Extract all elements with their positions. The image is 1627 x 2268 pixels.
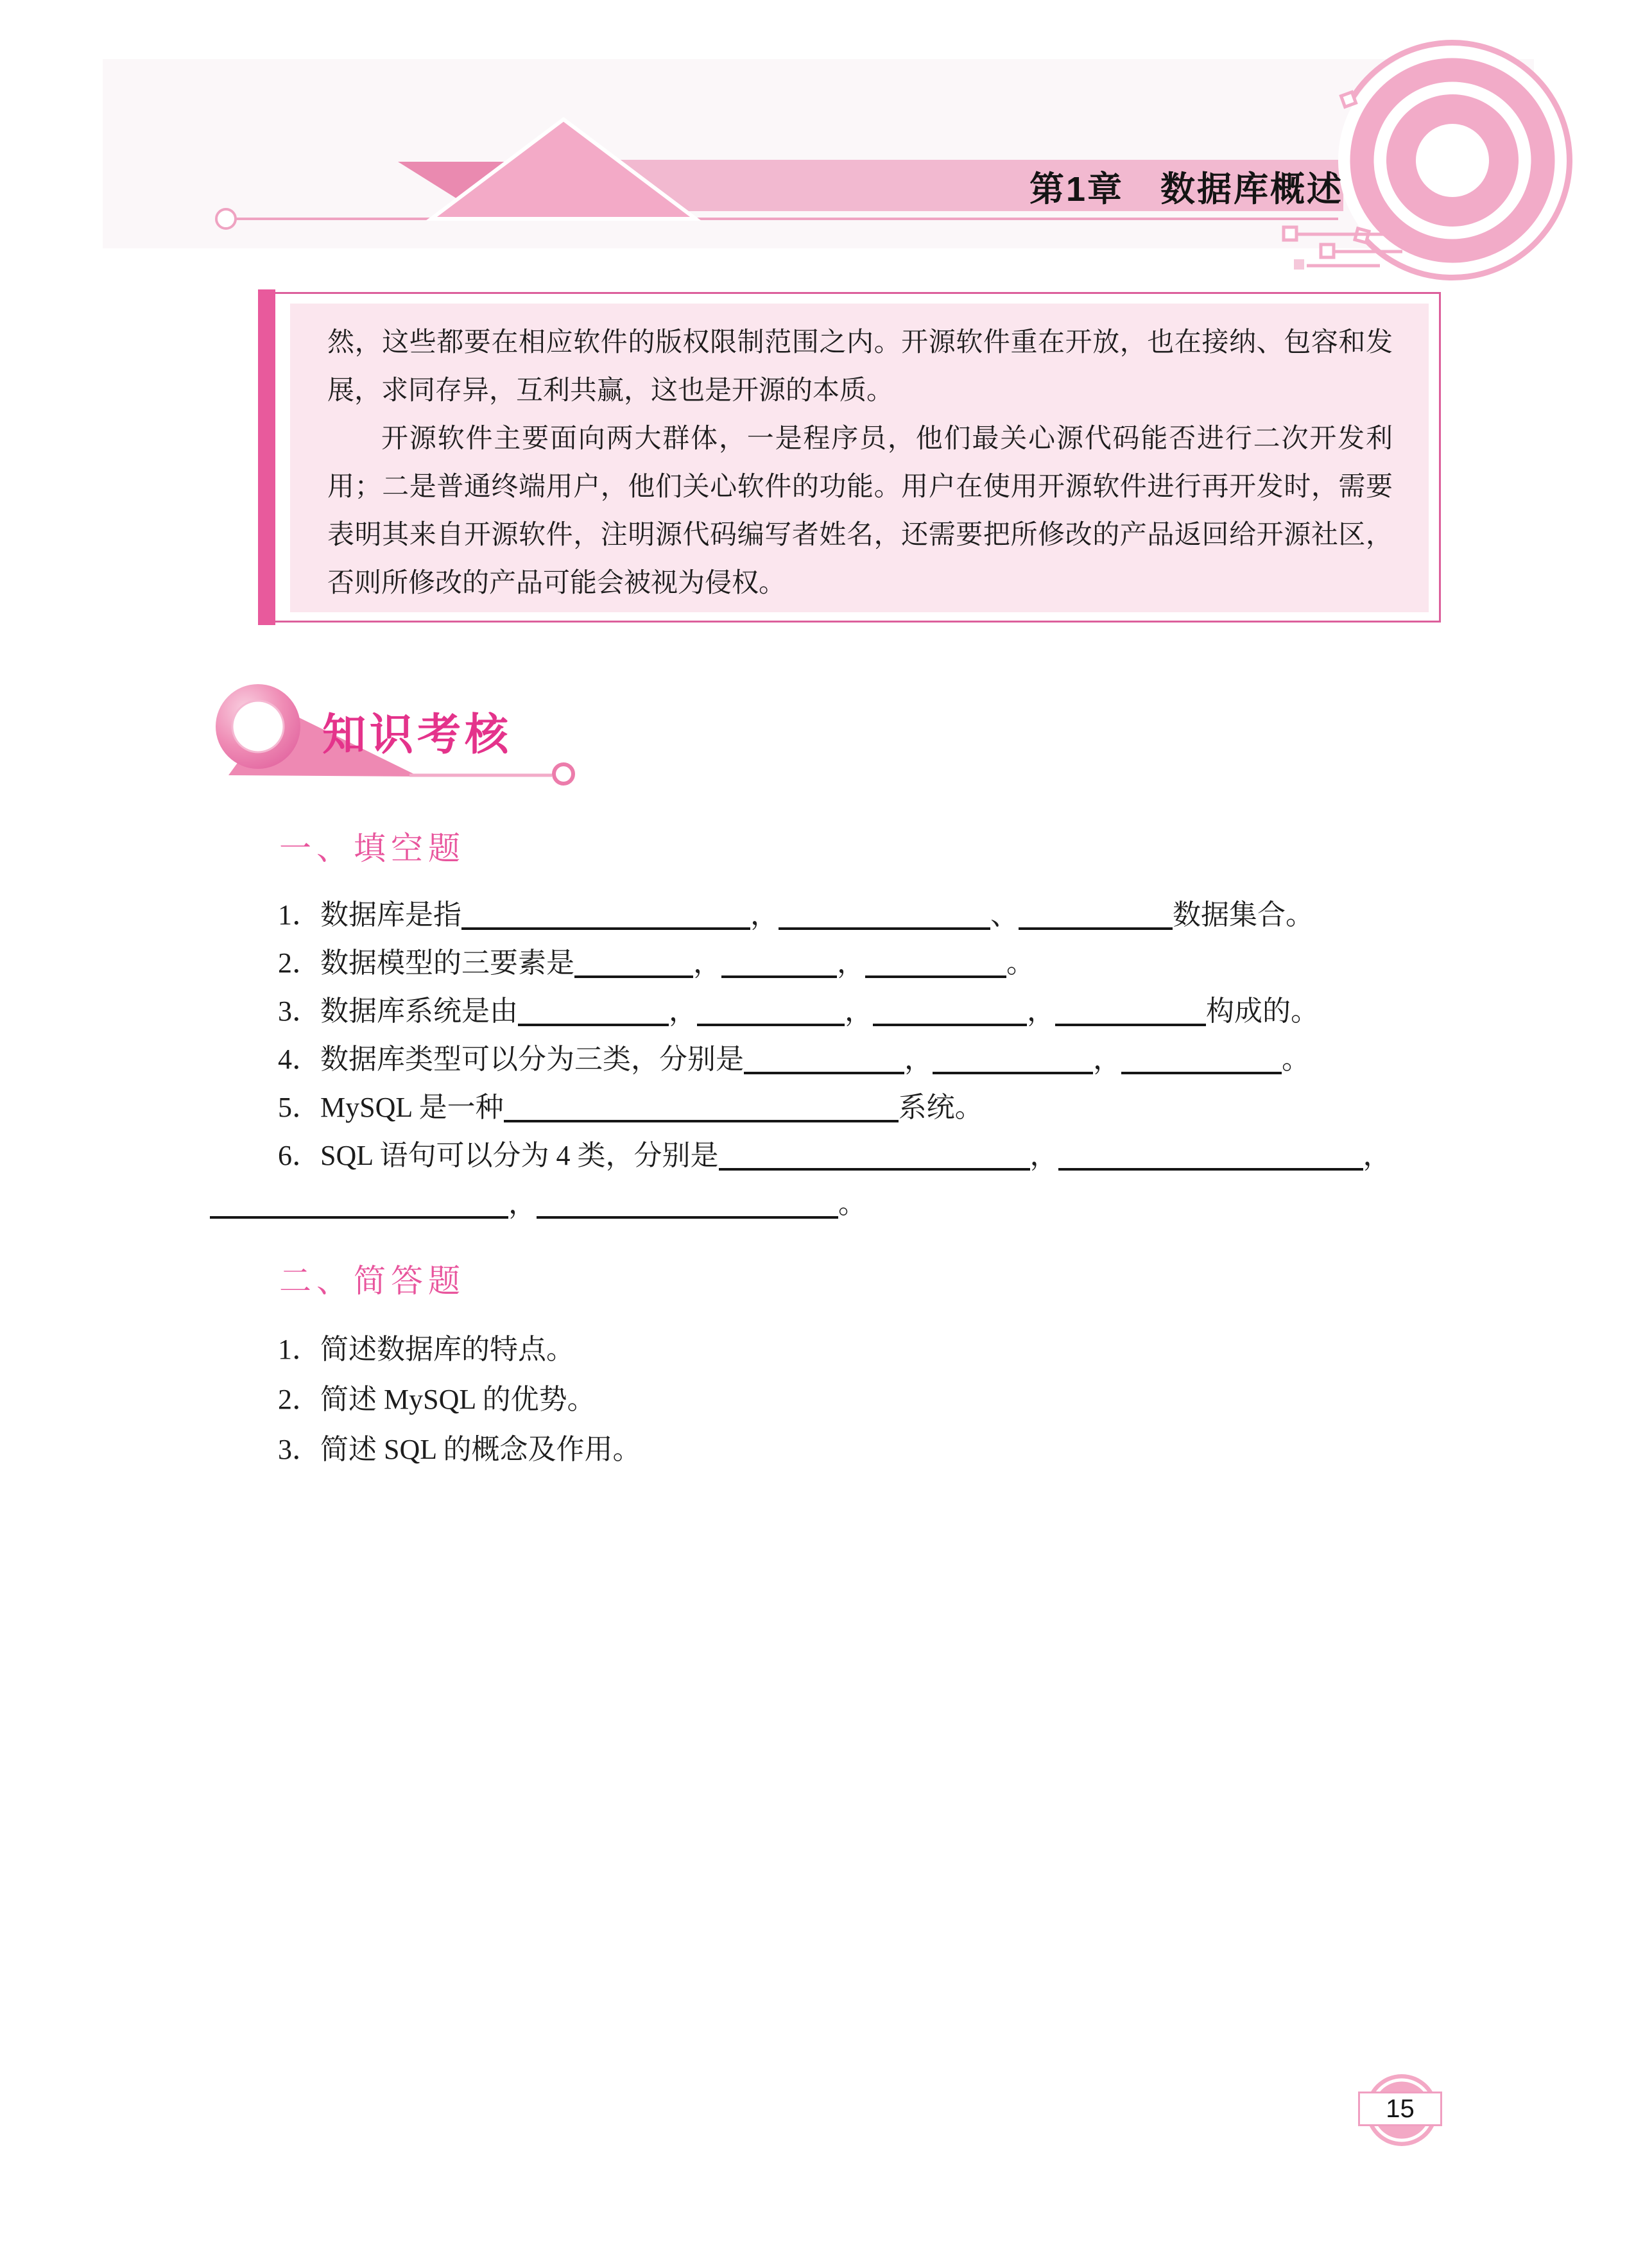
blank-line [873, 995, 1027, 1026]
question-row [209, 1083, 1441, 1131]
question-text: 构成的。 [1206, 995, 1319, 1027]
question-text: 5．MySQL 是一种 [278, 1092, 504, 1123]
short-answer-row: 1．简述数据库的特点。 [278, 1334, 574, 1365]
question-row [209, 891, 1441, 939]
question-text: 数据集合。 [1173, 899, 1314, 931]
blank-line [504, 1092, 899, 1122]
blank-line [1058, 1140, 1363, 1171]
blank-line [744, 1044, 904, 1074]
blank-line [719, 1140, 1030, 1171]
question-row [209, 1035, 1441, 1083]
question-text: 系统。 [898, 1092, 983, 1123]
fill-blank-list [209, 891, 1441, 1228]
blank-line [779, 899, 990, 930]
question-text: ， [669, 995, 697, 1027]
badge-ring-icon [216, 684, 300, 769]
question-text: ， [693, 947, 721, 979]
question-text: 1．数据库是指 [278, 899, 461, 931]
chapter-title: 第1章 数据库概述 [1029, 170, 1343, 209]
question-text: ， [837, 947, 865, 979]
fill-blank-heading: 一、填空题 [279, 830, 465, 866]
question-text: ， [904, 1044, 933, 1075]
question-text: ， [1029, 1140, 1058, 1171]
question-text: ， [508, 1188, 537, 1219]
callout-left-bar [258, 289, 275, 625]
question-text: 。 [838, 1188, 866, 1219]
short-answer-list [278, 1325, 1433, 1475]
question-text: ， [845, 995, 873, 1027]
question-text: 4．数据库类型可以分为三类，分别是 [278, 1044, 744, 1075]
blank-line [1055, 995, 1206, 1026]
blank-line [537, 1188, 838, 1219]
knowledge-badge-title: 知识考核 [322, 710, 513, 759]
blank-line [518, 995, 669, 1026]
badge-end-ring-icon [554, 764, 573, 784]
blank-line [461, 899, 750, 930]
question-text: 6．SQL 语句可以分为 4 类，分别是 [278, 1140, 719, 1171]
question-row [209, 1131, 1441, 1180]
chapter-header-decoration [0, 0, 1627, 282]
page-number: 15 [1358, 2092, 1442, 2126]
question-text: 。 [1282, 1044, 1310, 1075]
blank-line [697, 995, 845, 1026]
short-answer-row: 3．简述 SQL 的概念及作用。 [278, 1434, 641, 1465]
question-text: ， [1093, 1044, 1121, 1075]
blank-line [721, 947, 837, 978]
question-text: 2．数据模型的三要素是 [278, 947, 574, 979]
question-text: ， [750, 899, 779, 931]
question-row [209, 987, 1441, 1035]
blank-line [933, 1044, 1093, 1074]
blank-line [1019, 899, 1173, 930]
question-text: ， [1027, 995, 1055, 1027]
question-text: 、 [990, 899, 1019, 931]
question-row [209, 1180, 1441, 1228]
question-text: ， [1363, 1140, 1391, 1171]
callout-paragraph: 然，这些都要在相应软件的版权限制范围之内。开源软件重在开放，也在接纳、包容和发展，求同存异，互利共赢，这也是开源的本质。 [327, 328, 1393, 406]
blank-line [210, 1188, 508, 1219]
callout-panel [290, 304, 1429, 612]
line-end-ring-icon [216, 209, 236, 228]
question-row [209, 939, 1441, 987]
short-answer-heading: 二、简答题 [279, 1263, 465, 1299]
blank-line [1121, 1044, 1282, 1074]
short-answer-row: 2．简述 MySQL 的优势。 [278, 1384, 596, 1415]
callout-paragraph: 开源软件主要面向两大群体，一是程序员，他们最关心源代码能否进行二次开发利用；二是普通终端用户，他们关心软件的功能。用户在使用开源软件进行再开发时，需要表明其来自开源软件，注明源代码编写者姓名，还需要把所修改的产品返回给开源社区，否则所修改的产品可能会被视为侵权。 [327, 424, 1393, 598]
blank-line [574, 947, 693, 978]
question-text: 3．数据库系统是由 [278, 995, 518, 1027]
callout-box [258, 292, 1441, 623]
blank-line [865, 947, 1006, 978]
question-text: 。 [1006, 947, 1035, 979]
